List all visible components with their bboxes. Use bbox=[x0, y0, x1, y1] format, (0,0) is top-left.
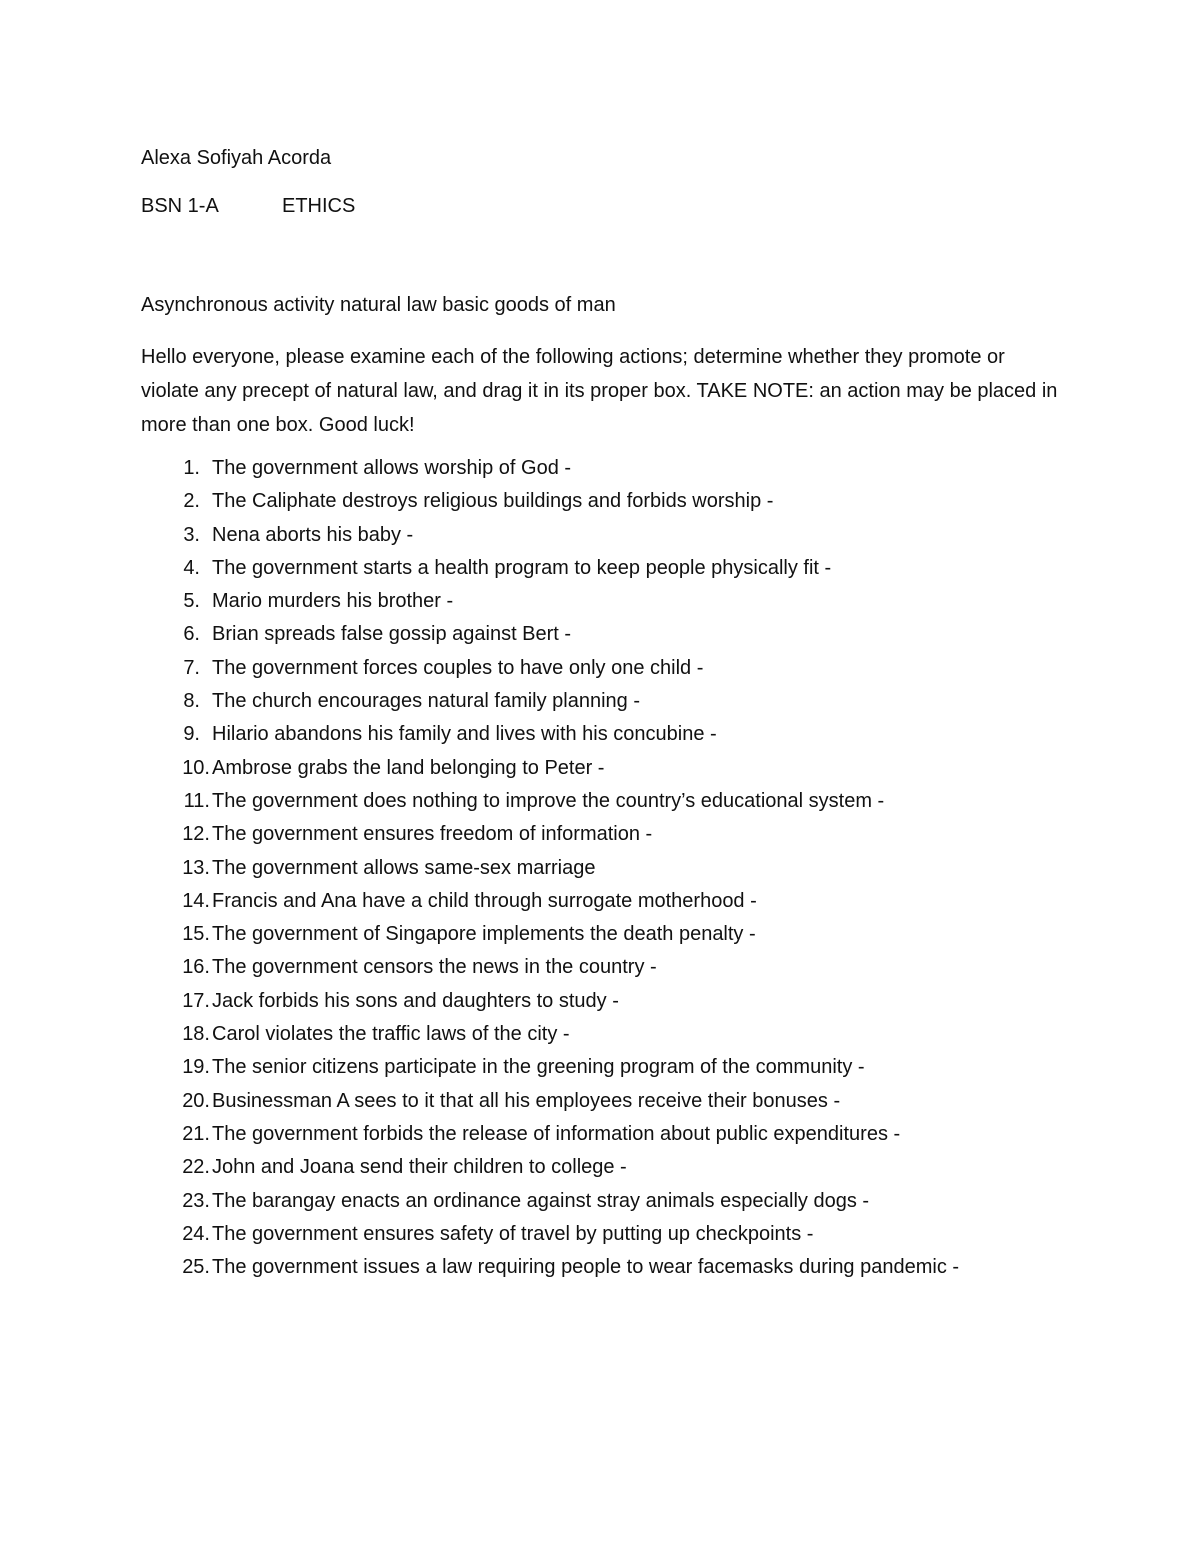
action-text: The barangay enacts an ordinance against stray animals especially dogs - bbox=[212, 1189, 870, 1212]
action-text: The government allows worship of God - bbox=[212, 457, 572, 479]
activity-title: Asynchronous activity natural law basic goods of man bbox=[141, 294, 616, 316]
action-text: The government ensures safety of travel by putting up checkpoints - bbox=[212, 1222, 814, 1245]
action-item bbox=[141, 988, 959, 1021]
action-item bbox=[141, 888, 959, 921]
action-text: Brian spreads false gossip against Bert - bbox=[212, 623, 572, 646]
action-number: 6. bbox=[183, 623, 200, 646]
action-number: 9. bbox=[183, 723, 200, 746]
action-number: 22. bbox=[182, 1156, 210, 1179]
subject-name: ETHICS bbox=[282, 195, 356, 217]
action-number: 18. bbox=[182, 1023, 210, 1046]
action-number: 23. bbox=[182, 1189, 210, 1212]
action-number: 5. bbox=[183, 590, 200, 613]
action-number: 14. bbox=[182, 889, 210, 912]
action-item bbox=[141, 755, 959, 788]
action-text: The Caliphate destroys religious buildings and forbids worship - bbox=[212, 490, 774, 513]
author-name: Alexa Sofiyah Acorda bbox=[141, 147, 332, 169]
action-number: 3. bbox=[183, 523, 200, 546]
action-item bbox=[141, 1121, 959, 1154]
action-number: 25. bbox=[182, 1256, 210, 1279]
action-number: 13. bbox=[182, 856, 210, 879]
action-text: The government starts a health program to keep people physically fit - bbox=[212, 556, 832, 579]
action-number: 21. bbox=[182, 1122, 210, 1145]
action-text: The government does nothing to improve the country’s educational system - bbox=[212, 789, 885, 812]
action-item bbox=[141, 1154, 959, 1187]
action-number: 8. bbox=[183, 690, 200, 713]
action-number: 7. bbox=[183, 656, 200, 679]
action-item bbox=[141, 1054, 959, 1087]
action-item bbox=[141, 1188, 959, 1221]
action-text: Hilario abandons his family and lives with his concubine - bbox=[212, 723, 717, 746]
action-item bbox=[141, 688, 959, 721]
action-item bbox=[141, 855, 959, 888]
action-text: The government of Singapore implements the death penalty - bbox=[212, 923, 756, 946]
action-text: Jack forbids his sons and daughters to study - bbox=[212, 989, 619, 1012]
action-text: Businessman A sees to it that all his employees receive their bonuses - bbox=[212, 1089, 841, 1112]
action-text: The church encourages natural family planning - bbox=[212, 690, 641, 713]
action-text: Ambrose grabs the land belonging to Peter - bbox=[212, 756, 605, 779]
action-item bbox=[141, 821, 959, 854]
action-number: 19. bbox=[182, 1056, 210, 1079]
action-number: 10. bbox=[182, 756, 210, 779]
action-item bbox=[141, 588, 959, 621]
action-text: The government censors the news in the country - bbox=[212, 956, 657, 979]
action-item bbox=[141, 921, 959, 954]
action-item bbox=[141, 1021, 959, 1054]
action-item bbox=[141, 1221, 959, 1254]
action-number: 16. bbox=[182, 956, 210, 979]
action-number: 2. bbox=[183, 490, 200, 513]
action-text: The senior citizens participate in the greening program of the community - bbox=[212, 1056, 865, 1079]
action-item bbox=[141, 621, 959, 654]
action-text: The government allows same-sex marriage bbox=[212, 856, 596, 879]
action-item bbox=[141, 721, 959, 754]
action-item bbox=[141, 1254, 959, 1287]
action-text: Nena aborts his baby - bbox=[212, 523, 414, 546]
action-text: Carol violates the traffic laws of the city - bbox=[212, 1023, 570, 1046]
action-item bbox=[141, 1088, 959, 1121]
action-text: The government ensures freedom of information - bbox=[212, 823, 653, 846]
actions-list bbox=[141, 455, 959, 1287]
action-item bbox=[141, 788, 959, 821]
class-info bbox=[141, 193, 355, 219]
action-item bbox=[141, 655, 959, 688]
action-number: 24. bbox=[182, 1222, 210, 1245]
action-item bbox=[141, 522, 959, 555]
action-text: The government issues a law requiring people to wear facemasks during pandemic - bbox=[212, 1256, 960, 1279]
action-item bbox=[141, 954, 959, 987]
action-number: 20. bbox=[182, 1089, 210, 1112]
action-number: 17. bbox=[182, 989, 210, 1012]
action-number: 11. bbox=[183, 789, 210, 812]
action-number: 4. bbox=[183, 556, 200, 579]
action-number: 15. bbox=[182, 923, 210, 946]
action-number: 1. bbox=[183, 457, 200, 479]
instructions-paragraph: Hello everyone, please examine each of the following actions; determine whether they promote or violate any precept of natural law, and drag it in its proper box. TAKE NOTE: an action may be placed in more than one box. Good luck! bbox=[141, 346, 1058, 436]
action-number: 12. bbox=[182, 823, 210, 846]
action-text: John and Joana send their children to college - bbox=[212, 1156, 627, 1179]
action-item bbox=[141, 555, 959, 588]
action-text: The government forces couples to have only one child - bbox=[212, 656, 704, 679]
action-text: The government forbids the release of information about public expenditures - bbox=[212, 1122, 901, 1145]
action-text: Mario murders his brother - bbox=[212, 590, 454, 613]
course-section: BSN 1-A bbox=[141, 195, 219, 217]
action-text: Francis and Ana have a child through surrogate motherhood - bbox=[212, 889, 757, 912]
action-item bbox=[141, 455, 959, 488]
action-item bbox=[141, 488, 959, 521]
